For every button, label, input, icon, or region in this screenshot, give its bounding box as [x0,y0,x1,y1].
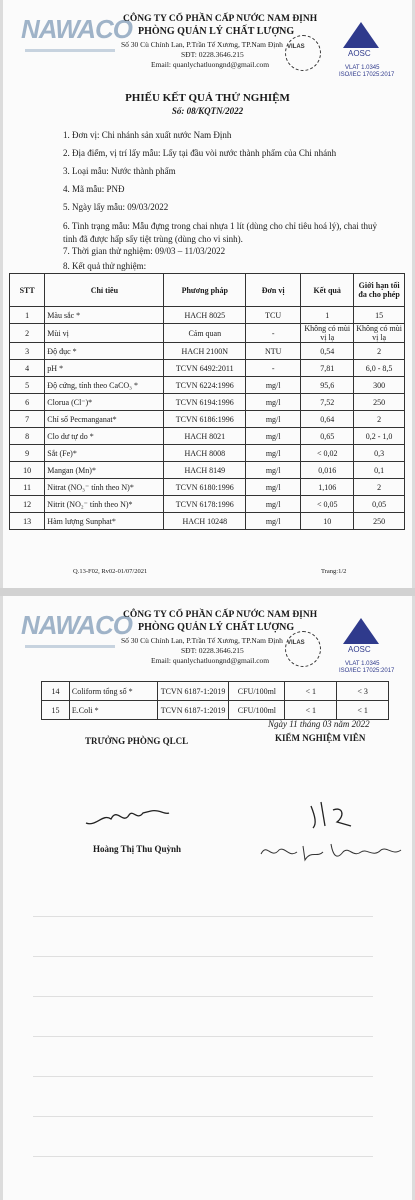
cell-limit: < 3 [337,682,389,701]
cell-method: HACH 8149 [164,462,246,479]
letterhead-2 [3,596,412,674]
cell-parameter: Clorua (Cl⁻)* [45,394,164,411]
company-phone: SĐT: 0228.3646.215 [181,646,244,655]
accreditation-seal-icon [285,631,321,667]
cell-limit: Không có mùi vị lạ [354,324,405,343]
company-address: Số 30 Cù Chính Lan, P.Trần Tế Xương, TP.Nam Định [121,636,283,645]
table-row [10,428,405,445]
cell-stt: 15 [42,701,70,720]
cell-unit: mg/l [246,394,301,411]
cell-method: TCVN 6492:2011 [164,360,246,377]
cell-parameter: Sắt (Fe)* [45,445,164,462]
cell-result: < 1 [285,701,337,720]
info-test-period: 7. Thời gian thử nghiệm: 09/03 – 11/03/2022 [63,246,226,256]
form-code: Q.13-F02, Rv02-01/07/2021 [73,568,148,575]
cell-limit: 0,1 [354,462,405,479]
header-result: Kết quả [301,274,354,307]
cell-unit: mg/l [246,496,301,513]
cell-method: HACH 8021 [164,428,246,445]
department-name: PHÒNG QUẢN LÝ CHẤT LƯỢNG [138,622,295,633]
report-number: Số: 08/KQTN/2022 [171,106,244,116]
cell-unit: - [246,324,301,343]
table-row [10,377,405,394]
signature-right-icon [303,796,363,832]
info-unit: 1. Đơn vị: Chi nhánh sản xuất nước Nam Định [63,130,232,140]
table-header-row [10,274,405,307]
cell-parameter: Nitrit (NO₂⁻ tính theo N)* [45,496,164,513]
table-row [42,682,389,701]
cell-limit: 0,3 [354,445,405,462]
cell-limit: 15 [354,307,405,324]
cell-stt: 10 [10,462,45,479]
aosc-logo [337,618,395,674]
report-title: PHIẾU KẾT QUẢ THỬ NGHIỆM [125,92,290,104]
cell-method: HACH 8008 [164,445,246,462]
cell-parameter: Hàm lượng Sunphat* [45,513,164,530]
cell-method: HACH 2100N [164,343,246,360]
cell-unit: CFU/100ml [229,701,285,720]
cell-parameter: E.Coli * [69,701,157,720]
cell-method: TCVN 6224:1996 [164,377,246,394]
cell-limit: 2 [354,411,405,428]
info-sample-condition: 6. Tình trạng mẫu: Mẫu đựng trong chai nhựa 1 lít (dùng cho chỉ tiêu hoá lý), chai thuỷ tinh đã được hấp sấy tiệt trùng (dùng cho vi sinh). [63,221,378,244]
cell-stt: 9 [10,445,45,462]
cell-limit: 250 [354,394,405,411]
table-row [10,324,405,343]
cell-unit: TCU [246,307,301,324]
company-name: CÔNG TY CỔ PHẦN CẤP NƯỚC NAM ĐỊNH [123,610,318,620]
table-row [10,360,405,377]
cell-result: < 1 [285,682,337,701]
cell-result: 0,64 [301,411,354,428]
table-row [10,462,405,479]
company-email: Email: quanlychatluongnd@gmail.com [151,60,270,69]
company-email: Email: quanlychatluongnd@gmail.com [151,656,270,665]
cell-unit: mg/l [246,462,301,479]
info-sample-code: 4. Mã mẫu: PNĐ [63,184,125,194]
cell-parameter: Nitrat (NO₃⁻ tính theo N)* [45,479,164,496]
aosc-vlat: VLAT 1.0345 [345,65,380,71]
cell-unit: CFU/100ml [229,682,285,701]
head-of-dept-title: TRƯỞNG PHÒNG QLCL [85,736,189,746]
cell-result: Không có mùi vị lạ [301,324,354,343]
cell-result: 0,65 [301,428,354,445]
cell-result: < 0,02 [301,445,354,462]
cell-unit: mg/l [246,428,301,445]
cell-unit: mg/l [246,411,301,428]
results-table [9,273,405,530]
cell-unit: mg/l [246,377,301,394]
cell-method: TCVN 6180:1996 [164,479,246,496]
cell-unit: - [246,360,301,377]
page-number: Trang:1/2 [321,568,347,575]
sign-date: Ngày 11 tháng 03 năm 2022 [268,719,370,729]
seal-label: VILAS [287,44,305,50]
company-phone: SĐT: 0228.3646.215 [181,50,244,59]
header-stt: STT [10,274,45,307]
report-page-2 [3,596,412,1200]
show-through-background [3,896,412,1196]
cell-limit: 300 [354,377,405,394]
header-method: Phương pháp [164,274,246,307]
cell-stt: 4 [10,360,45,377]
cell-limit: 2 [354,343,405,360]
aosc-iso: ISO/IEC 17025:2017 [339,668,395,674]
cell-unit: NTU [246,343,301,360]
report-page-1 [3,0,412,588]
cell-stt: 14 [42,682,70,701]
cell-stt: 5 [10,377,45,394]
info-results-heading: 8. Kết quả thử nghiệm: [63,261,147,271]
cell-parameter: pH * [45,360,164,377]
department-name: PHÒNG QUẢN LÝ CHẤT LƯỢNG [138,26,295,37]
cell-result: < 0,05 [301,496,354,513]
cell-result: 95,6 [301,377,354,394]
logo-underline [25,645,115,648]
cell-stt: 11 [10,479,45,496]
company-address: Số 30 Cù Chính Lan, P.Trần Tế Xương, TP.Nam Định [121,40,283,49]
cell-method: HACH 8025 [164,307,246,324]
results-table-continued [41,681,389,720]
cell-parameter: Chỉ số Pecmanganat* [45,411,164,428]
cell-limit: 0,2 - 1,0 [354,428,405,445]
head-of-dept-name: Hoàng Thị Thu Quỳnh [93,844,181,854]
cell-stt: 3 [10,343,45,360]
table-row [10,445,405,462]
table-row [10,479,405,496]
table-row [10,513,405,530]
cell-result: 1,106 [301,479,354,496]
cell-method: TCVN 6178:1996 [164,496,246,513]
cell-stt: 13 [10,513,45,530]
table-row [10,307,405,324]
cell-stt: 8 [10,428,45,445]
cell-parameter: Clo dư tự do * [45,428,164,445]
cell-result: 10 [301,513,354,530]
cell-result: 0,016 [301,462,354,479]
aosc-triangle-icon [343,22,379,48]
cell-parameter: Độ đục * [45,343,164,360]
aosc-iso: ISO/IEC 17025:2017 [339,72,395,78]
company-name: CÔNG TY CỔ PHẦN CẤP NƯỚC NAM ĐỊNH [123,14,318,24]
cell-limit: 0,05 [354,496,405,513]
cell-result: 7,81 [301,360,354,377]
cell-method: TCVN 6186:1996 [164,411,246,428]
company-logo: NAWACO [21,610,132,640]
aosc-label: AOSC [348,49,371,58]
cell-method: Cảm quan [164,324,246,343]
cell-method: HACH 10248 [164,513,246,530]
page-separator [0,588,415,596]
cell-limit: 2 [354,479,405,496]
cell-method: TCVN 6194:1996 [164,394,246,411]
cell-method: TCVN 6187-1:2019 [157,682,229,701]
cell-unit: mg/l [246,445,301,462]
logo-underline [25,49,115,52]
info-location: 2. Địa điểm, vị trí lấy mẫu: Lấy tại đầu vòi nước thành phẩm của Chi nhánh [63,148,337,158]
cell-limit: 6,0 - 8,5 [354,360,405,377]
header-limit: Giới hạn tối đa cho phép [354,274,405,307]
cell-parameter: Mùi vị [45,324,164,343]
cell-result: 7,52 [301,394,354,411]
cell-stt: 7 [10,411,45,428]
company-logo: NAWACO [21,14,132,44]
aosc-vlat: VLAT 1.0345 [345,661,380,667]
table-row [10,411,405,428]
analyst-title: KIỂM NGHIỆM VIÊN [275,733,366,743]
signature-left-icon [81,801,171,831]
cell-unit: mg/l [246,479,301,496]
cell-parameter: Độ cứng, tính theo CaCO₃ * [45,377,164,394]
cell-limit: 250 [354,513,405,530]
cell-stt: 12 [10,496,45,513]
header-unit: Đơn vị [246,274,301,307]
info-sample-type: 3. Loại mẫu: Nước thành phẩm [63,166,176,176]
cell-stt: 6 [10,394,45,411]
letterhead [3,0,412,78]
table-row [42,701,389,720]
aosc-triangle-icon [343,618,379,644]
cell-limit: < 1 [337,701,389,720]
aosc-label: AOSC [348,645,371,654]
aosc-logo [337,22,395,78]
cell-stt: 1 [10,307,45,324]
info-sample-date: 5. Ngày lấy mẫu: 09/03/2022 [63,202,169,212]
table-row [10,496,405,513]
table-row [10,394,405,411]
cell-result: 1 [301,307,354,324]
cell-unit: mg/l [246,513,301,530]
cell-parameter: Màu sắc * [45,307,164,324]
header-parameter: Chỉ tiêu [45,274,164,307]
handwritten-name-right [257,836,407,866]
cell-result: 0,54 [301,343,354,360]
accreditation-seal-icon [285,35,321,71]
seal-label: VILAS [287,640,305,646]
cell-parameter: Mangan (Mn)* [45,462,164,479]
cell-method: TCVN 6187-1:2019 [157,701,229,720]
table-row [10,343,405,360]
cell-parameter: Coliform tổng số * [69,682,157,701]
cell-stt: 2 [10,324,45,343]
